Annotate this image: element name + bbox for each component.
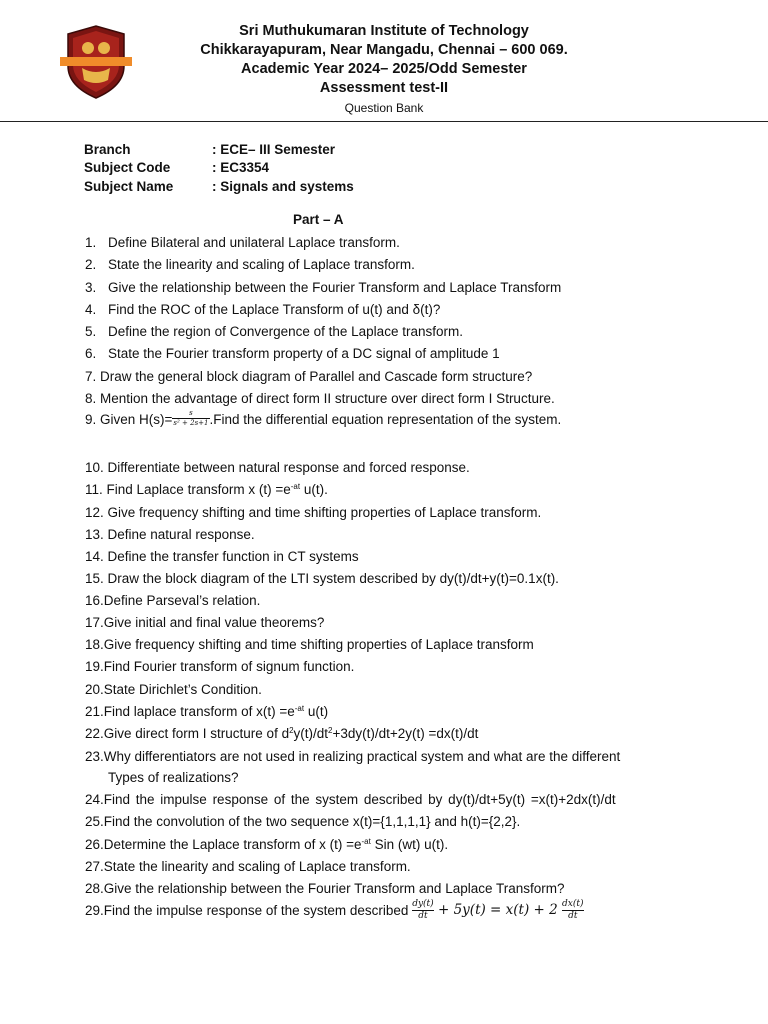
part-heading: Part – A	[293, 212, 344, 227]
question-item: 15. Draw the block diagram of the LTI system described by dy(t)/dt+y(t)=0.1x(t).	[85, 571, 559, 586]
question-number: 5.	[85, 324, 97, 339]
question-number: 4.	[85, 302, 97, 317]
question-item: 16.Define Parseval’s relation.	[85, 593, 261, 608]
question-text: Give the relationship between the Fourier Transform and Laplace Transform	[108, 280, 562, 295]
question-text: 22.Give direct form I structure of d	[85, 726, 290, 741]
question-text: Sin (wt) u(t).	[370, 837, 449, 852]
question-item: 25.Find the convolution of the two sequence x(t)={1,1,1,1} and h(t)={2,2}.	[85, 814, 521, 829]
question-item	[85, 234, 400, 251]
academic-year: Academic Year 2024– 2025/Odd Semester	[241, 61, 527, 77]
question-item: 10. Differentiate between natural response and forced response.	[85, 460, 470, 475]
question-item: 18.Give frequency shifting and time shifting properties of Laplace transform	[85, 637, 534, 652]
transfer-function-fraction	[172, 409, 209, 428]
institute-name: Sri Muthukumaran Institute of Technology	[239, 23, 529, 39]
question-item: 17.Give initial and final value theorems?	[85, 615, 325, 630]
question-text: Define the region of Convergence of the Laplace transform.	[108, 324, 463, 339]
branch-row	[84, 141, 354, 159]
question-text: 29.Find the impulse response of the system described	[85, 903, 409, 918]
fraction-numerator: dx(t)	[562, 899, 584, 909]
header	[0, 22, 768, 116]
exponent: 2	[328, 726, 333, 735]
question-number: 6.	[85, 346, 97, 361]
question-number: 3.	[85, 280, 97, 295]
question-number: 1.	[85, 235, 97, 250]
question-item	[85, 899, 584, 922]
subject-info	[84, 141, 354, 196]
question-text: Find the ROC of the Laplace Transform of u(t) and δ(t)?	[108, 302, 441, 317]
fraction-numerator: dy(t)	[412, 899, 434, 909]
document-subtitle: Question Bank	[344, 101, 424, 115]
subject-code-row	[84, 159, 354, 177]
fraction-numerator: s	[189, 409, 193, 417]
institute-address: Chikkarayapuram, Near Mangadu, Chennai – 600 069.	[200, 42, 568, 58]
question-number: 2.	[85, 257, 97, 272]
question-item	[85, 323, 463, 340]
question-item	[85, 256, 415, 273]
fraction-denominator: s² + 2s+1	[173, 419, 209, 427]
question-text: 9. Given H(s)=	[85, 412, 173, 427]
question-item	[85, 836, 448, 853]
question-item	[85, 703, 328, 720]
header-divider	[0, 121, 768, 122]
question-item	[85, 301, 440, 318]
question-item	[85, 725, 478, 742]
question-item: 27.State the linearity and scaling of Laplace transform.	[85, 859, 411, 874]
subject-name-row	[84, 178, 354, 196]
equation-middle: + 5y(t) = x(t) + 2	[437, 902, 558, 918]
question-text: 21.Find laplace transform of x(t) =e	[85, 704, 295, 719]
question-item	[85, 345, 500, 362]
question-text: y(t)/dt	[293, 726, 329, 741]
question-item: 7. Draw the general block diagram of Parallel and Cascade form structure?	[85, 369, 533, 384]
question-item: 19.Find Fourier transform of signum function.	[85, 659, 355, 674]
fraction	[412, 899, 434, 922]
question-text: .Find the differential equation representation of the system.	[209, 412, 562, 427]
question-item: 8. Mention the advantage of direct form II structure over direct form I Structure.	[85, 391, 555, 406]
exponent: -at	[361, 837, 371, 846]
question-text: +3dy(t)/dt+2y(t) =dx(t)/dt	[332, 726, 479, 741]
question-item: 28.Give the relationship between the Fourier Transform and Laplace Transform?	[85, 881, 565, 896]
question-text: 26.Determine the Laplace transform of x (t) =e	[85, 837, 362, 852]
exponent: -at	[290, 482, 301, 491]
fraction-denominator: dt	[412, 910, 434, 922]
question-item: 13. Define natural response.	[85, 527, 255, 542]
fraction	[562, 899, 583, 922]
differential-equation	[412, 899, 583, 922]
question-text: State the Fourier transform property of a DC signal of amplitude 1	[108, 346, 500, 361]
question-item-continued: Types of realizations?	[108, 770, 239, 785]
question-text: State the linearity and scaling of Laplace transform.	[108, 257, 415, 272]
question-item	[85, 409, 561, 428]
branch-value: : ECE– III Semester	[212, 142, 336, 157]
branch-label: Branch	[84, 142, 131, 157]
question-text: 11. Find Laplace transform x (t) =e	[85, 482, 291, 497]
question-item: 14. Define the transfer function in CT systems	[85, 549, 359, 564]
subject-code-label: Subject Code	[84, 160, 171, 176]
question-text: u(t).	[300, 482, 328, 497]
exponent: 2	[289, 726, 294, 735]
test-title: Assessment test-II	[319, 80, 449, 96]
subject-code-value: : EC3354	[212, 160, 270, 176]
question-item: 20.State Dirichlet’s Condition.	[85, 682, 262, 697]
subject-name-value: : Signals and systems	[212, 178, 354, 194]
question-item: 24.Find the impulse response of the system described by dy(t)/dt+5y(t) =x(t)+2dx(t)/dt	[85, 792, 616, 807]
question-text: Define Bilateral and unilateral Laplace transform.	[108, 235, 400, 250]
question-item	[85, 481, 328, 498]
question-text: u(t)	[304, 704, 329, 719]
question-item	[85, 279, 561, 296]
exponent: -at	[294, 704, 305, 713]
fraction-denominator: dt	[562, 910, 583, 922]
question-item: 23.Why differentiators are not used in realizing practical system and what are the different	[85, 749, 621, 764]
question-item: 12. Give frequency shifting and time shifting properties of Laplace transform.	[85, 505, 542, 520]
subject-name-label: Subject Name	[84, 178, 174, 194]
